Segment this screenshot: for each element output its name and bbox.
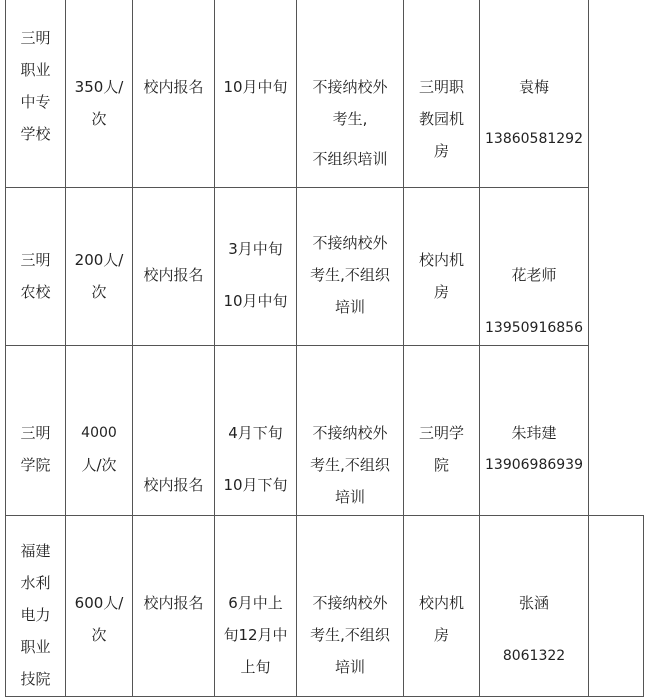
registration-method: 校内报名 <box>143 266 204 284</box>
exam-time: 3月中旬 10月中旬 <box>223 240 288 310</box>
contact-name: 朱玮建 <box>511 424 557 442</box>
registration-method: 校内报名 <box>143 594 204 612</box>
contact-phone: 8061322 <box>502 648 566 664</box>
contact-name: 袁梅 <box>518 78 549 96</box>
col-border <box>588 0 589 697</box>
exam-time: 4月下旬 10月下旬 <box>223 424 288 494</box>
school-name: 福建 水利 电力 职业 技院 <box>20 542 51 688</box>
venue: 校内机 房 <box>418 251 464 301</box>
registration-method: 校内报名 <box>143 476 204 494</box>
school-name: 三明 职业 中专 学校 <box>20 29 51 143</box>
exam-time: 6月中上 旬12月中 上旬 <box>223 594 288 676</box>
registration-method: 校内报名 <box>143 78 204 96</box>
capacity: 600人/ 次 <box>74 594 124 644</box>
contact-phone: 13906986939 <box>485 457 583 473</box>
capacity: 200人/ 次 <box>74 251 124 301</box>
school-name: 三明 农校 <box>20 251 51 301</box>
policy: 不接纳校外 考生,不组织 培训 <box>310 234 390 316</box>
venue: 校内机 房 <box>418 594 464 644</box>
school-name: 三明 学院 <box>20 424 51 474</box>
contact-name: 花老师 <box>511 266 557 284</box>
col-border <box>643 515 644 697</box>
row-border <box>5 187 589 188</box>
contact-phone: 13950916856 <box>485 320 583 336</box>
exam-time: 10月中旬 <box>223 78 288 96</box>
capacity: 4000 人/次 <box>81 425 117 474</box>
row-border <box>5 345 589 346</box>
contact-phone: 13860581292 <box>485 131 583 147</box>
venue: 三明职 教园机 房 <box>418 78 464 160</box>
venue: 三明学 院 <box>418 424 464 474</box>
capacity: 350人/ 次 <box>74 78 124 128</box>
policy: 不接纳校外 考生,不组织 培训 <box>310 424 390 506</box>
contact-name: 张涵 <box>518 594 549 612</box>
policy: 不接纳校外 考生,不组织 培训 <box>310 594 390 676</box>
row-border <box>5 515 644 516</box>
policy: 不接纳校外 考生, 不组织培训 <box>312 78 388 168</box>
